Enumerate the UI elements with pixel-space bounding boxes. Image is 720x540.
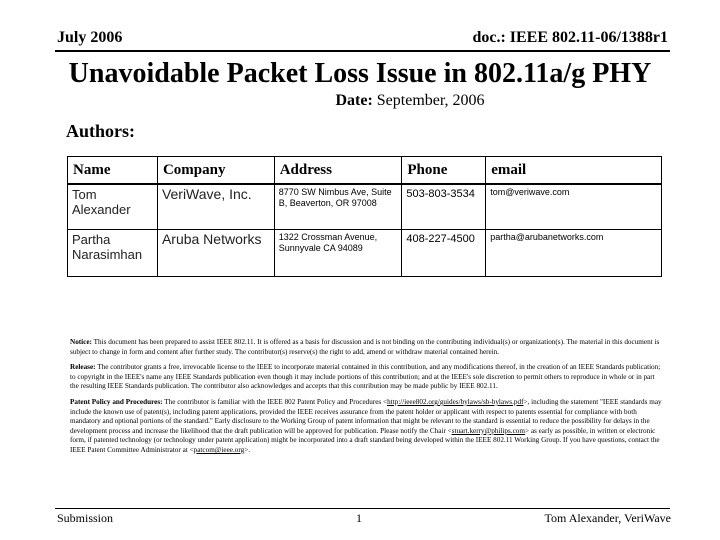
column-header-name: Name xyxy=(68,157,158,185)
notice-label: Notice: xyxy=(70,338,92,346)
column-header-email: email xyxy=(486,157,662,185)
footer-author: Tom Alexander, VeriWave xyxy=(544,511,671,525)
notice-block xyxy=(70,338,662,462)
patent-label: Patent Policy and Procedures: xyxy=(70,397,163,406)
author-phone: 408-227-4500 xyxy=(402,230,486,277)
release-label: Release: xyxy=(70,363,96,372)
date-label: Date: xyxy=(335,92,373,109)
header-divider xyxy=(55,50,670,52)
column-header-phone: Phone xyxy=(402,157,486,185)
slide-title: Unavoidable Packet Loss Issue in 802.11a/g PHY xyxy=(68,58,652,89)
author-email: tom@veriwave.com xyxy=(486,184,662,230)
column-header-company: Company xyxy=(157,157,274,185)
author-email: partha@arubanetworks.com xyxy=(486,230,662,277)
notice-paragraph xyxy=(70,338,662,357)
patent-text-a: The contributor is familiar with the IEEE 802 Patent Policy and Procedures < xyxy=(164,397,388,406)
author-company: VeriWave, Inc. xyxy=(157,184,274,230)
page-number: 1 xyxy=(356,511,362,525)
patent-text-b: >, including the statement "IEEE standards may include the known use of patent(s), including patent applications, provided the IEEE receives assurance from the patent holder or applicant with respect to patents essential for compliance with both mandatory and optional portions of the standard." Early disclosure to the Working Group of patent information that might be relevant to the standard is essential to reduce the possibility for delays in the development process and increase the likelihood that the draft publication will be approved for publication. Please notify the Chair < xyxy=(70,397,662,435)
patcom-email-link[interactable]: patcom@ieee.org xyxy=(193,445,245,454)
author-name: Tom Alexander xyxy=(68,184,158,230)
author-address: 8770 SW Nimbus Ave, Suite B, Beaverton, OR 97008 xyxy=(274,184,402,230)
authors-table xyxy=(67,156,662,277)
table-header-row xyxy=(68,157,662,185)
chair-email-link[interactable]: stuart.kerry@philips.com xyxy=(451,426,525,435)
patent-policy-link[interactable]: http://ieee802.org/guides/bylaws/sb-bylaws.pdf xyxy=(387,397,524,406)
date-line xyxy=(0,92,720,110)
header-doc-id: doc.: IEEE 802.11-06/1388r1 xyxy=(472,29,668,46)
table-row xyxy=(68,230,662,277)
authors-heading: Authors: xyxy=(66,121,136,141)
patent-text-d: >. xyxy=(244,445,251,454)
release-paragraph xyxy=(70,363,662,392)
author-company: Aruba Networks xyxy=(157,230,274,277)
column-header-address: Address xyxy=(274,157,402,185)
release-text: The contributor grants a free, irrevocable license to the IEEE to incorporate material contained in this contribution, and any modifications thereof, in the creation of an IEEE Standards publication; to copyright in the IEEE's name any IEEE Standards publication even though it may include portions of this contribution; and at the IEEE's sole discretion to permit others to reproduce in whole or in part the resulting IEEE Standards publication. The contributor also acknowledges and accepts that this contribution may be made public by IEEE 802.11. xyxy=(70,363,661,391)
author-phone: 503-803-3534 xyxy=(402,184,486,230)
date-value: September, 2006 xyxy=(376,92,485,109)
footer-submission: Submission xyxy=(57,511,114,525)
header-date: July 2006 xyxy=(57,29,123,46)
author-name: Partha Narasimhan xyxy=(68,230,158,277)
patent-text-c: > as early as possible, in written or electronic form, if patented technology (or technology under patent application) might be incorporated into a draft standard being developed within the IEEE 802.11 Working Group. If you have questions, contact the IEEE Patent Committee Administrator at < xyxy=(70,426,660,454)
notice-text: This document has been prepared to assist IEEE 802.11. It is offered as a basis for discussion and is not binding on the contributing individual(s) or organization(s). The material in this document is subject to change in form and content after further study. The contributor(s) reserve(s) the right to add, amend or withdraw material contained herein. xyxy=(70,338,660,356)
author-address: 1322 Crossman Avenue, Sunnyvale CA 94089 xyxy=(274,230,402,277)
footer-divider xyxy=(55,508,670,509)
patent-paragraph xyxy=(70,398,662,456)
table-row xyxy=(68,184,662,230)
